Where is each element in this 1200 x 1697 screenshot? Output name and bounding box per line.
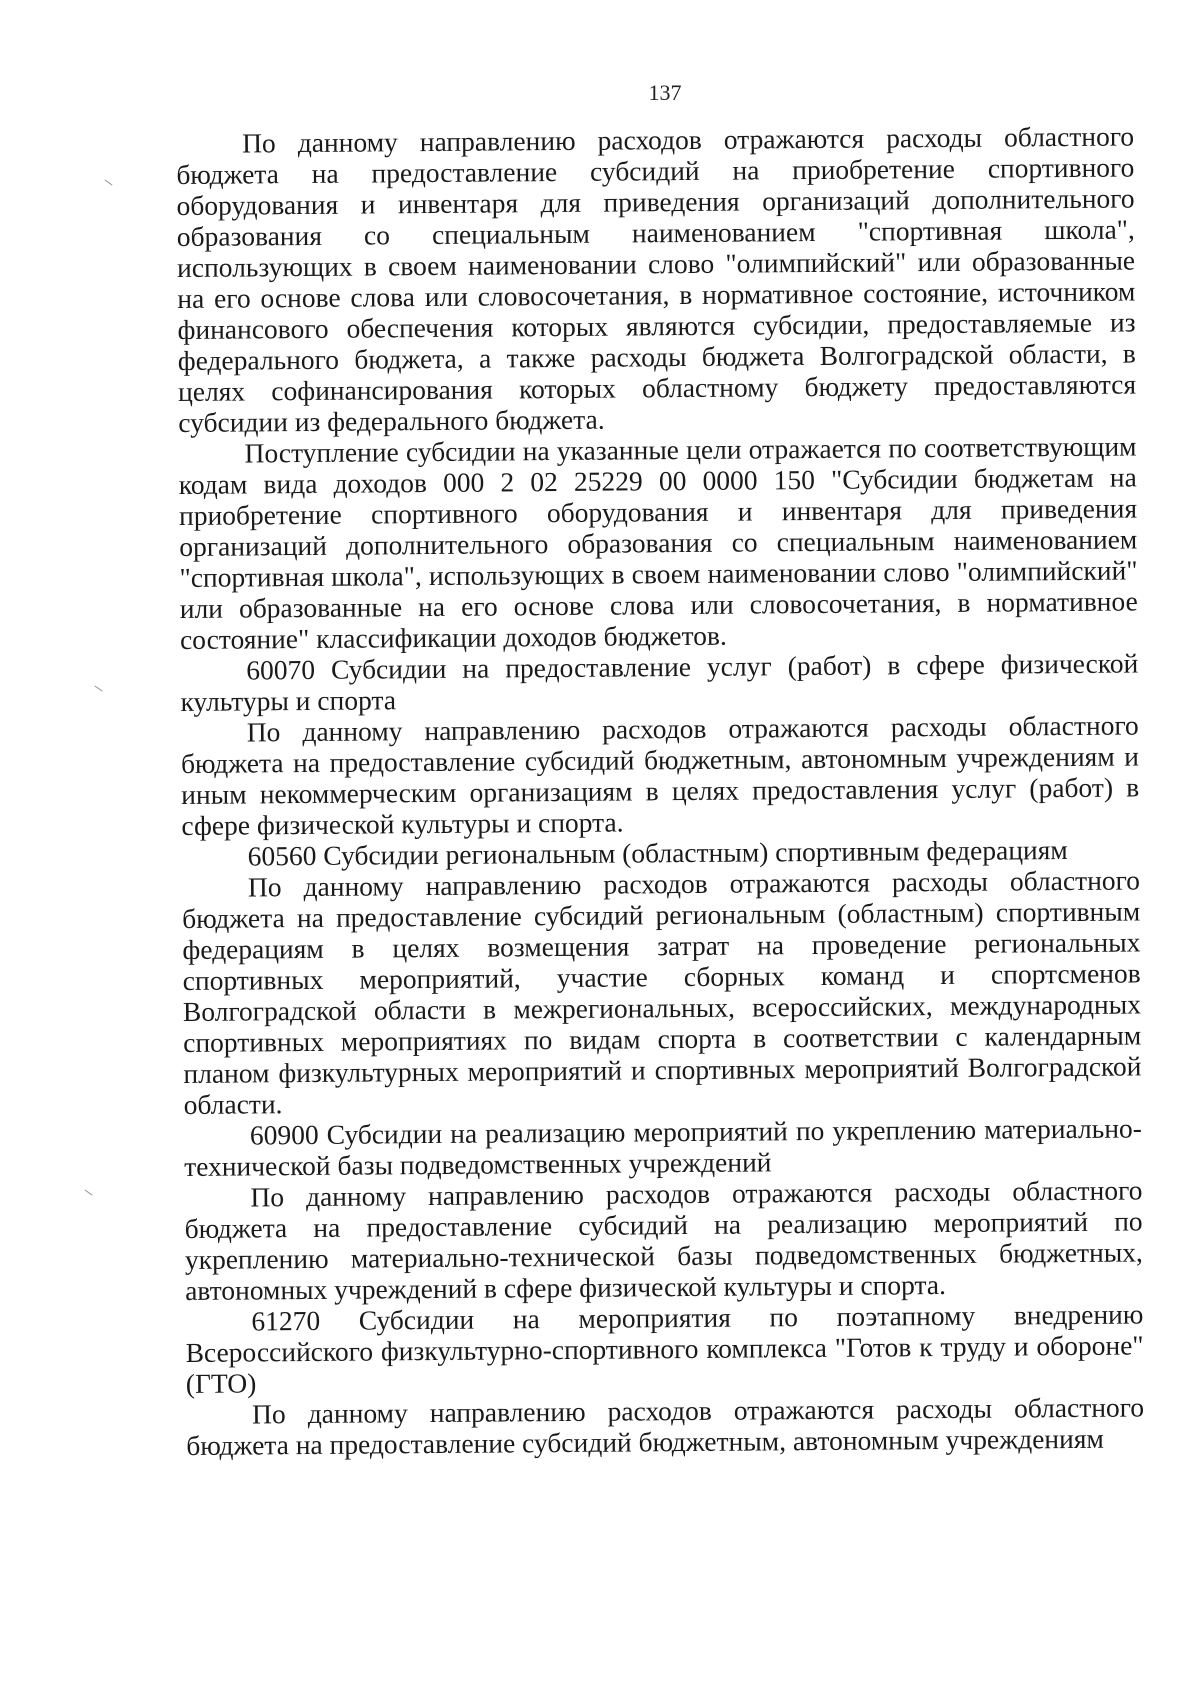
document-body [176,120,1144,1460]
page-number: 137 [648,80,682,105]
paragraph-61270-description: По данному направлению расходов отражаются расходы областного бюджета на предоставление субсидий бюджетным, автономным учреждениям [186,1391,1145,1461]
heading-60560: 60560 Субсидии региональным (областным) спортивным федерациям [247,834,1068,872]
scan-mark [85,1190,93,1196]
paragraph-sport-equipment-expenses: По данному направлению расходов отражаются расходы областного бюджета на предоставление субсидий на приобретение спортивного оборудования и инвентаря для приведения организаций дополнительного образования со специальным наименованием "спортивная школа", использующих в своем наименовании слово "олимпийский" или образованные на его основе слова или словосочетания, в нормативное состояние, источником финансового обеспечения которых являются субсидии, предоставляемые из федерального бюджета, а также расходы бюджета Волгоградской области, в целях софинансирования которых областному бюджету предоставляются субсидии из федерального бюджета. [176,120,1137,438]
paragraph-60900-description: По данному направлению расходов отражаются расходы областного бюджета на предоставление субсидий на реализацию мероприятий по укреплению материально-технической базы подведомственных бюджетных, автономных учреждений в сфере физической культуры и спорта. [184,1174,1143,1306]
paragraph-60070-description: По данному направлению расходов отражаются расходы областного бюджета на предоставление субсидий бюджетным, автономным учреждениям и иным некоммерческим организациям в целях предоставления услуг (работ) в сфере физической культуры и спорта. [180,709,1140,841]
scan-mark [105,180,113,186]
paragraph-subsidy-income-codes: Поступление субсидии на указанные цели отражается по соответствующим кодам вида доходов 000 2 02 25229 00 0000 150 "Субсидии бюджетам на приобретение спортивного оборудования и инвентаря для приведения организаций дополнительного образования со специальным наименованием "спортивная школа", использующих в своем наименовании слово "олимпийский" или образованные на его основе слова или словосочетания, в нормативное состояние" классификации доходов бюджетов. [178,430,1138,655]
heading-61270: 61270 Субсидии на мероприятия по поэтапному внедрению Всероссийского физкультурно-спортивного комплекса "Готов к труду и обороне" (ГТО) [185,1298,1144,1399]
paragraph-60560-description: По данному направлению расходов отражаются расходы областного бюджета на предоставление субсидий региональным (областным) спортивным федерациям в целях возмещения затрат на проведение региональных спортивных мероприятий, участие сборных команд и спортсменов Волгоградской области в межрегиональных, всероссийских, международных спортивных мероприятиях по видам спорта в соответствии с календарным планом физкультурных мероприятий и спортивных мероприятий Волгоградской области. [182,864,1142,1120]
heading-60900: 60900 Субсидии на реализацию мероприятий по укреплению материально-технической базы подведомственных учреждений [184,1112,1143,1182]
scan-mark [95,686,103,692]
heading-60070: 60070 Субсидии на предоставление услуг (работ) в сфере физической культуры и спорта [180,647,1139,717]
